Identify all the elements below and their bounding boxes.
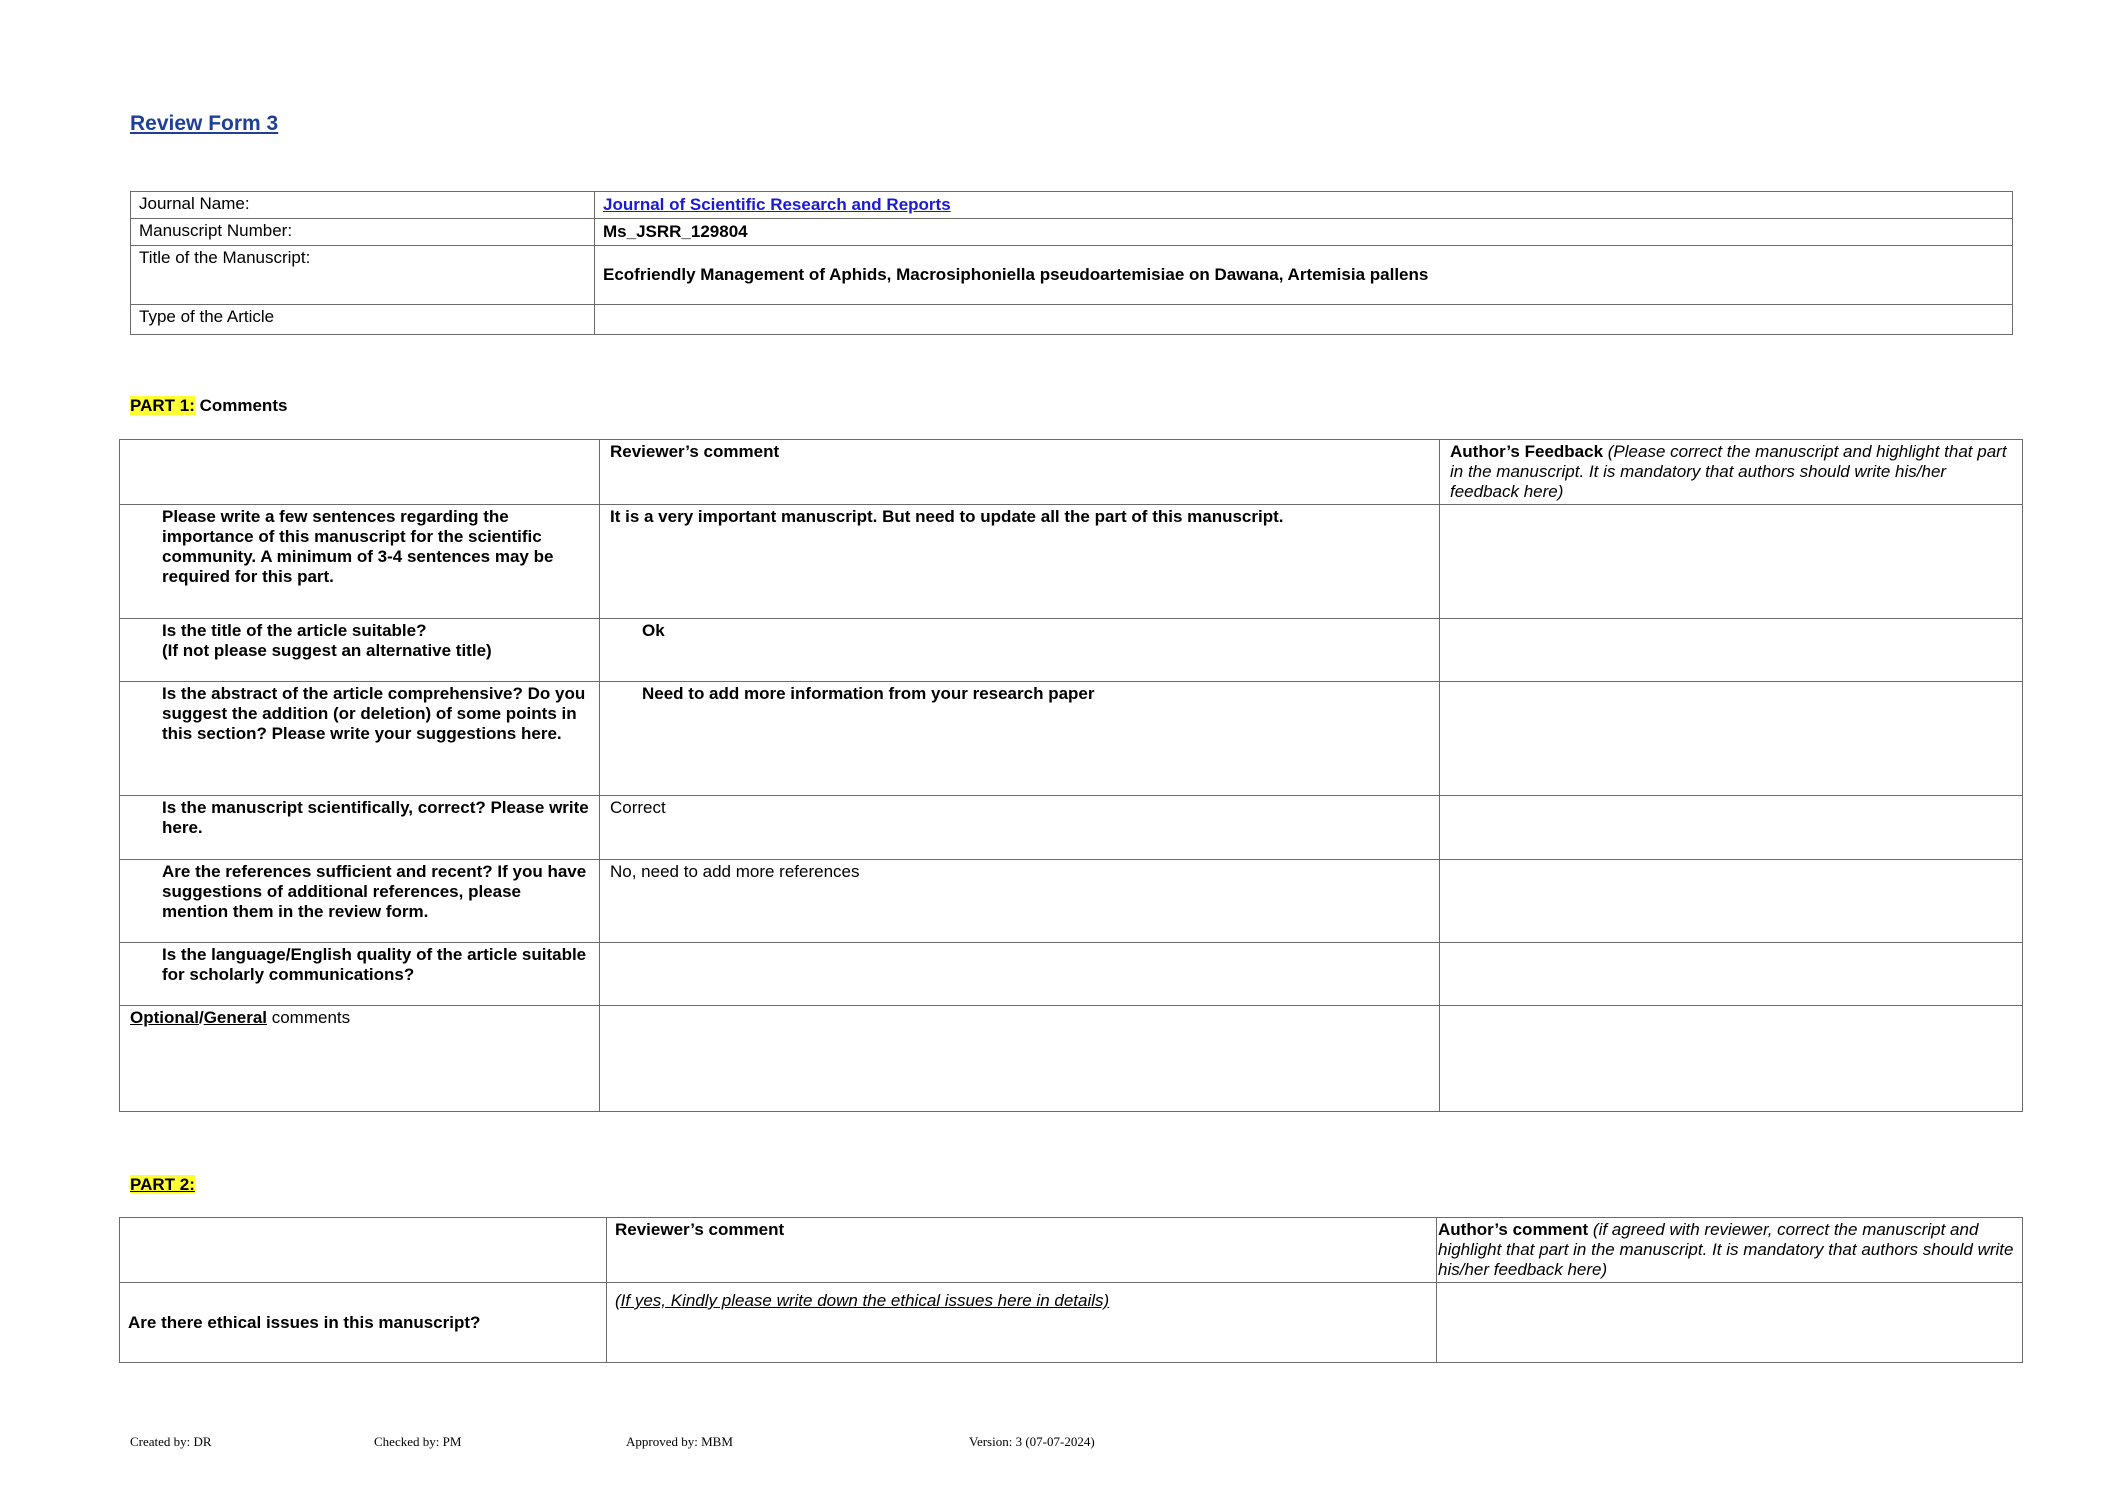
optional-general-label bbox=[120, 1006, 600, 1112]
author-feedback-title: Author’s Feedback bbox=[1450, 442, 1604, 461]
question-importance: Please write a few sentences regarding the importance of this manuscript for the scientific community. A minimum of 3-4 sentences may be required for this part. bbox=[120, 505, 600, 619]
form-title[interactable]: Review Form 3 bbox=[130, 112, 279, 135]
table-row bbox=[120, 943, 2023, 1006]
manuscript-info-table bbox=[130, 191, 2013, 335]
comments-label: comments bbox=[267, 1008, 351, 1027]
reviewer-comment-optional[interactable] bbox=[600, 1006, 1440, 1112]
reviewer-comment-references[interactable]: No, need to add more references bbox=[600, 860, 1440, 943]
manuscript-number-value: Ms_JSRR_129804 bbox=[595, 219, 2013, 246]
reviewer-comment-abstract[interactable]: Need to add more information from your research paper bbox=[600, 682, 1440, 796]
header-empty-cell bbox=[120, 1218, 607, 1283]
table-row bbox=[120, 619, 2023, 682]
author-comment-ethical[interactable] bbox=[1437, 1283, 2023, 1363]
header-reviewer-comment: Reviewer’s comment bbox=[607, 1218, 1437, 1283]
header-author-comment bbox=[1437, 1218, 2023, 1283]
general-label: General bbox=[203, 1008, 267, 1027]
table-header-row bbox=[120, 1218, 2023, 1283]
manuscript-title-label: Title of the Manuscript: bbox=[131, 246, 595, 305]
author-feedback-importance[interactable] bbox=[1440, 505, 2023, 619]
part1-heading bbox=[130, 396, 287, 416]
author-comment-title: Author’s comment bbox=[1438, 1220, 1589, 1239]
reviewer-comment-importance[interactable]: It is a very important manuscript. But need to update all the part of this manuscript. bbox=[600, 505, 1440, 619]
part1-comments-table bbox=[119, 439, 2023, 1112]
article-type-label: Type of the Article bbox=[131, 305, 595, 335]
manuscript-number-label: Manuscript Number: bbox=[131, 219, 595, 246]
part1-suffix: Comments bbox=[194, 396, 288, 415]
table-row bbox=[120, 505, 2023, 619]
part2-heading bbox=[130, 1175, 195, 1195]
part1-label: PART 1: bbox=[130, 396, 195, 415]
journal-name-link[interactable]: Journal of Scientific Research and Reports bbox=[603, 195, 951, 214]
optional-label: Optional bbox=[130, 1008, 199, 1027]
question-abstract: Is the abstract of the article comprehensive? Do you suggest the addition (or deletion) of some points in this section? Please write your suggestions here. bbox=[120, 682, 600, 796]
part2-label: PART 2: bbox=[130, 1175, 195, 1194]
footer-checked-by: Checked by: PM bbox=[374, 1434, 462, 1449]
header-author-feedback bbox=[1440, 440, 2023, 505]
table-row bbox=[120, 682, 2023, 796]
reviewer-comment-scientific[interactable]: Correct bbox=[600, 796, 1440, 860]
footer-approved-by: Approved by: MBM bbox=[626, 1434, 733, 1449]
footer-version: Version: 3 (07-07-2024) bbox=[969, 1434, 1095, 1449]
article-type-value[interactable] bbox=[595, 305, 2013, 335]
reviewer-comment-title[interactable]: Ok bbox=[600, 619, 1440, 682]
author-feedback-instructions: (Please correct the manuscript and highlight that part in the manuscript. It is mandatory that authors should write his/her feedback here) bbox=[1450, 442, 2007, 501]
author-feedback-language[interactable] bbox=[1440, 943, 2023, 1006]
author-feedback-references[interactable] bbox=[1440, 860, 2023, 943]
reviewer-comment-ethical[interactable]: (If yes, Kindly please write down the ethical issues here in details) bbox=[607, 1283, 1437, 1363]
table-row bbox=[120, 796, 2023, 860]
table-header-row bbox=[120, 440, 2023, 505]
author-feedback-scientific[interactable] bbox=[1440, 796, 2023, 860]
question-scientific: Is the manuscript scientifically, correct? Please write here. bbox=[120, 796, 600, 860]
question-references: Are the references sufficient and recent? If you have suggestions of additional references, please mention them in the review form. bbox=[120, 860, 600, 943]
journal-name-label: Journal Name: bbox=[131, 192, 595, 219]
question-ethical-issues: Are there ethical issues in this manuscript? bbox=[120, 1283, 607, 1363]
footer-created-by: Created by: DR bbox=[130, 1434, 212, 1449]
optional-label-separator: / bbox=[198, 1008, 204, 1027]
author-feedback-optional[interactable] bbox=[1440, 1006, 2023, 1112]
manuscript-title-value: Ecofriendly Management of Aphids, Macrosiphoniella pseudoartemisiae on Dawana, Artemisia pallens bbox=[595, 246, 2013, 305]
table-row bbox=[120, 1006, 2023, 1112]
question-title: Is the title of the article suitable? (If not please suggest an alternative title) bbox=[120, 619, 600, 682]
question-language: Is the language/English quality of the article suitable for scholarly communications? bbox=[120, 943, 600, 1006]
header-empty-cell bbox=[120, 440, 600, 505]
reviewer-comment-language[interactable] bbox=[600, 943, 1440, 1006]
table-row bbox=[120, 860, 2023, 943]
author-feedback-abstract[interactable] bbox=[1440, 682, 2023, 796]
author-feedback-title-cell[interactable] bbox=[1440, 619, 2023, 682]
table-row bbox=[120, 1283, 2023, 1363]
header-reviewer-comment: Reviewer’s comment bbox=[600, 440, 1440, 505]
part2-ethics-table bbox=[119, 1217, 2023, 1363]
author-comment-instructions: (if agreed with reviewer, correct the manuscript and highlight that part in the manuscript. It is mandatory that authors should write his/her feedback here) bbox=[1438, 1220, 2014, 1279]
